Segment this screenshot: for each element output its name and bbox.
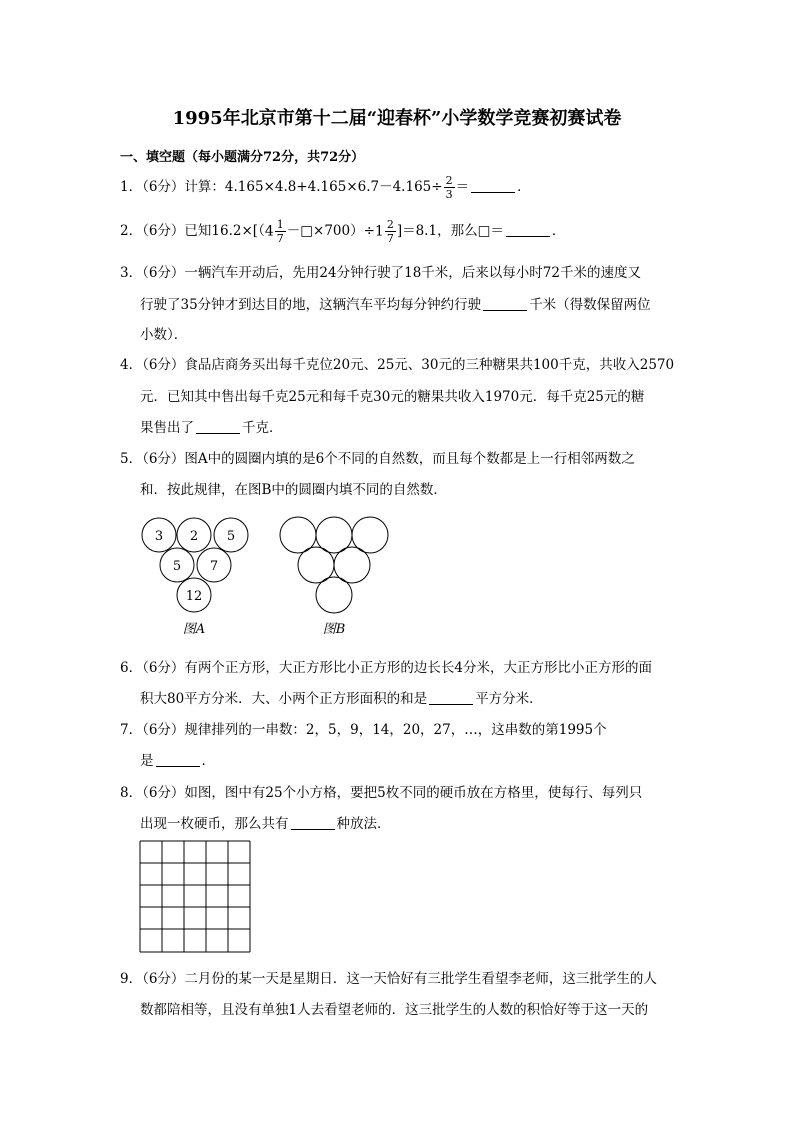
figure-b <box>280 517 388 613</box>
q2-end: ． <box>551 223 566 239</box>
q2-answer-blank[interactable] <box>506 224 550 237</box>
q8-text-after: 种放法． <box>336 816 391 832</box>
q2-fraction-1 <box>275 218 286 245</box>
figA-value: 12 <box>185 589 203 604</box>
q9-line-1: 9．（6分）二月份的某一天是星期日．这一天恰好有三批学生看望李老师，这三批学生的人 <box>120 971 657 987</box>
q7-answer-blank[interactable] <box>156 754 200 767</box>
q2-whole-1: 4 <box>264 223 274 240</box>
q7-line-1: 7．（6分）规律排列的一串数：2，5，9，14，20，27，…，这串数的第1995个 <box>120 722 607 738</box>
q2-fraction-2 <box>385 218 396 245</box>
q7-text: 是 <box>140 753 154 769</box>
q1-equals: ＝ <box>455 179 470 195</box>
figB-circle[interactable] <box>316 577 352 613</box>
q5-line-1: 5．（6分）图A中的圆圈内填的是6个不同的自然数，而且每个数都是上一行相邻两数之 <box>120 451 635 467</box>
question-2 <box>120 218 565 245</box>
q2-suffix: ]＝8.1，那么□＝ <box>396 223 504 239</box>
q2-text: 2．（6分）已知16.2×[（ <box>120 223 265 239</box>
q3-line-3: 小数）． <box>140 327 188 343</box>
q7-end: ． <box>201 753 215 769</box>
q4-line-2: 元．已知其中售出每千克25元和每千克30元的糖果共收入1970元．每千克25元的糖 <box>140 389 645 405</box>
q6-line-1: 6．（6分）有两个正方形，大正方形比小正方形的边长长4分米，大正方形比小正方形的面 <box>120 660 653 676</box>
figA-value: 5 <box>172 559 182 574</box>
q6-answer-blank[interactable] <box>429 692 473 705</box>
q2-mid: －□×700）÷ <box>286 223 375 239</box>
q4-text-after: 千克． <box>242 420 283 436</box>
q6-text: 积大80平方分米．大、小两个正方形面积的和是 <box>140 691 428 707</box>
figA-label: 图A <box>182 622 206 637</box>
q9-line-2: 数都陪相等，且没有单独1人去看望老师的．这三批学生的人数的积恰好等于这一天的 <box>140 1002 649 1018</box>
q5-line-2: 和．按此规律，在图B中的圆圈内填不同的自然数． <box>140 482 447 498</box>
q1-text: 1．（6分）计算：4.165×4.8+4.165×6.7－4.165÷ <box>120 179 443 195</box>
q4-line-3 <box>140 416 283 436</box>
q4-text: 果售出了 <box>140 420 194 436</box>
q2-numerator-2: 2 <box>386 218 394 231</box>
q2-denominator-1: 7 <box>276 232 284 245</box>
q1-numerator: 2 <box>445 174 453 187</box>
q2-denominator-2: 7 <box>386 232 394 245</box>
q3-text-after: 千米（得数保留两位 <box>529 297 651 313</box>
q2-whole-2: 1 <box>374 223 384 240</box>
q7-line-2 <box>140 749 215 769</box>
q6-text-after: 平方分米． <box>475 691 543 707</box>
five-by-five-grid <box>139 840 252 954</box>
figA-value: 7 <box>209 559 219 574</box>
q1-denominator: 3 <box>445 188 453 201</box>
section-heading: 一、填空题（每小题满分72分，共72分） <box>120 150 365 165</box>
question-1 <box>120 174 531 201</box>
figB-label: 图B <box>322 622 346 637</box>
q3-text: 行驶了35分钟才到达目的地，这辆汽车平均每分钟约行驶 <box>140 297 482 313</box>
q8-answer-blank[interactable] <box>291 817 335 830</box>
q1-fraction <box>444 174 455 201</box>
q8-line-1: 8．（6分）如图，图中有25个小方格，要把5枚不同的硬币放在方格里，使每行、每列只 <box>120 785 643 801</box>
q3-line-2 <box>140 293 651 313</box>
q1-end: ． <box>517 179 531 195</box>
q4-line-1: 4．（6分）食品店商务买出每千克位20元、25元、30元的三种糖果共100千克，共收入2570 <box>120 357 675 373</box>
exam-title: 1995年北京市第十二届“迎春杯”小学数学竞赛初赛试卷 <box>172 108 622 129</box>
q8-text: 出现一枚硬币，那么共有 <box>140 816 289 832</box>
q3-line-1: 3．（6分）一辆汽车开动后，先用24分钟行驶了18千米，后来以每小时72千米的速度又 <box>120 265 641 281</box>
q6-line-2 <box>140 687 543 707</box>
figA-value: 5 <box>226 529 236 544</box>
figA-value: 2 <box>189 529 199 544</box>
q1-answer-blank[interactable] <box>471 180 515 193</box>
q2-numerator-1: 1 <box>276 218 284 231</box>
q8-line-2 <box>140 812 391 832</box>
circle-figures <box>135 508 395 643</box>
figA-value: 3 <box>154 529 164 544</box>
q3-answer-blank[interactable] <box>483 298 527 311</box>
q4-answer-blank[interactable] <box>196 421 240 434</box>
